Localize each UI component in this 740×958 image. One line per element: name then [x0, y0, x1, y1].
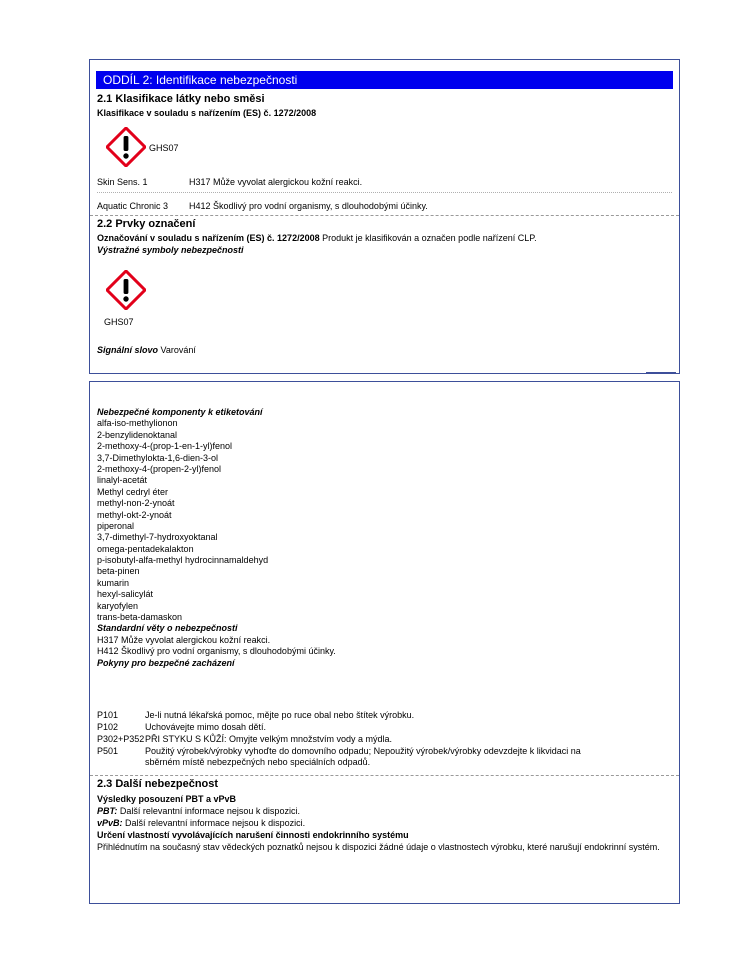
list-item: hexyl-salicylát: [97, 589, 154, 600]
list-item: Methyl cedryl éter: [97, 486, 169, 497]
pictogram-code-2: GHS07: [104, 317, 134, 327]
labelling-text: Produkt je klasifikován a označen podle nařízení CLP.: [322, 233, 537, 243]
hazard-title: Standardní věty o nebezpečnosti: [97, 623, 238, 634]
list-item: omega-pentadekalakton: [97, 543, 194, 554]
precaution-title: Pokyny pro bezpečné zacházení: [97, 657, 235, 668]
list-item: methyl-okt-2-ynoát: [97, 509, 172, 520]
s22-title: 2.2 Prvky označení: [97, 218, 196, 230]
vpvb-line: [97, 818, 305, 829]
list-item: 3,7-Dimethylokta-1,6-dien-3-ol: [97, 452, 219, 463]
endocrine-heading: Určení vlastností vyvolávajících narušení činnosti endokrinního systému: [97, 830, 409, 840]
classification-category-2: Aquatic Chronic 3: [97, 201, 169, 211]
vpvb-label: vPvB:: [97, 818, 123, 828]
panel-edge: [646, 372, 676, 374]
pbt-line: [97, 806, 300, 817]
list-item: p-isobutyl-alfa-methyl hydrocinnamaldehyd: [97, 555, 269, 566]
symbols-label: Výstražné symboly nebezpečnosti: [97, 245, 244, 255]
pbt-label: PBT:: [97, 806, 118, 816]
list-item: methyl-non-2-ynoát: [97, 498, 175, 509]
signal-word-line: [97, 345, 196, 356]
s21-title: 2.1 Klasifikace látky nebo směsi: [97, 93, 265, 105]
hazard-statement: H412 Škodlivý pro vodní organismy, s dlouhodobými účinky.: [97, 646, 336, 657]
list-item: kumarin: [97, 577, 130, 588]
hazard-statement: H317 Může vyvolat alergickou kožní reakci.: [97, 634, 271, 645]
ghs07-exclamation-icon: [106, 270, 146, 310]
section-divider: [90, 775, 679, 776]
precaution-code: P102: [97, 722, 119, 732]
list-item: piperonal: [97, 520, 135, 531]
ghs07-exclamation-icon: [106, 127, 146, 167]
precaution-code: P501: [97, 746, 119, 756]
precaution-code: P302+P352: [97, 734, 145, 744]
list-item: 2-benzylidenoktanal: [97, 429, 178, 440]
list-item: linalyl-acetát: [97, 475, 148, 486]
section-header: ODDÍL 2: Identifikace nebezpečnosti: [96, 71, 673, 89]
pictogram-code: GHS07: [149, 143, 179, 153]
precaution-text: Uchovávejte mimo dosah dětí.: [145, 722, 267, 732]
list-item: alfa-iso-methylionon: [97, 418, 178, 429]
components-title: Nebezpečné komponenty k etiketování: [97, 407, 263, 417]
list-item: 3,7-dimethyl-7-hydroxyoktanal: [97, 532, 218, 543]
divider: [97, 192, 672, 193]
signal-value: Varování: [160, 345, 196, 355]
classification-statement-2: H412 Škodlivý pro vodní organismy, s dlouhodobými účinky.: [189, 201, 428, 211]
list-item: 2-methoxy-4-(prop-1-en-1-yl)fenol: [97, 441, 233, 452]
s23-title: 2.3 Další nebezpečnost: [97, 778, 219, 790]
endocrine-text: Přihlédnutím na současný stav vědeckých poznatků nejsou k dispozici žádné údaje o vlastnostech výrobku, které narušují endokrinní systém.: [97, 842, 660, 852]
vpvb-text: Další relevantní informace nejsou k dispozici.: [125, 818, 306, 828]
list-item: beta-pinen: [97, 566, 140, 577]
precaution-code: P101: [97, 710, 119, 720]
pbt-heading: Výsledky posouzení PBT a vPvB: [97, 794, 237, 804]
classification-statement-1: H317 Může vyvolat alergickou kožní reakci.: [189, 177, 363, 187]
components-list: [97, 407, 336, 669]
labelling-line: [97, 233, 537, 244]
list-item: karyofylen: [97, 600, 139, 611]
section-2-panel-top: [89, 59, 680, 374]
section-2-panel-bottom: [89, 381, 680, 904]
list-item: trans-beta-damaskon: [97, 612, 183, 623]
precaution-text: Je-li nutná lékařská pomoc, mějte po ruce obal nebo štítek výrobku.: [145, 710, 415, 720]
pbt-text: Další relevantní informace nejsou k dispozici.: [119, 806, 300, 816]
precaution-text: PŘI STYKU S KŮŽÍ: Omyjte velkým množstvím vody a mýdla.: [145, 734, 393, 744]
precaution-text: Použitý výrobek/výrobky vyhoďte do domovního odpadu; Nepoužitý výrobek/výrobky odevzdejte k likvidaci na sběrném místě nebezpečných nebo speciálních odpadů.: [145, 746, 581, 767]
labelling-bold: Označování v souladu s nařízením (ES) č. 1272/2008: [97, 233, 320, 243]
section-divider: [90, 215, 679, 216]
list-item: 2-methoxy-4-(propen-2-yl)fenol: [97, 463, 222, 474]
signal-label: Signální slovo: [97, 345, 159, 355]
classification-category-1: Skin Sens. 1: [97, 177, 148, 187]
s21-subtitle: Klasifikace v souladu s nařízením (ES) č. 1272/2008: [97, 108, 317, 118]
